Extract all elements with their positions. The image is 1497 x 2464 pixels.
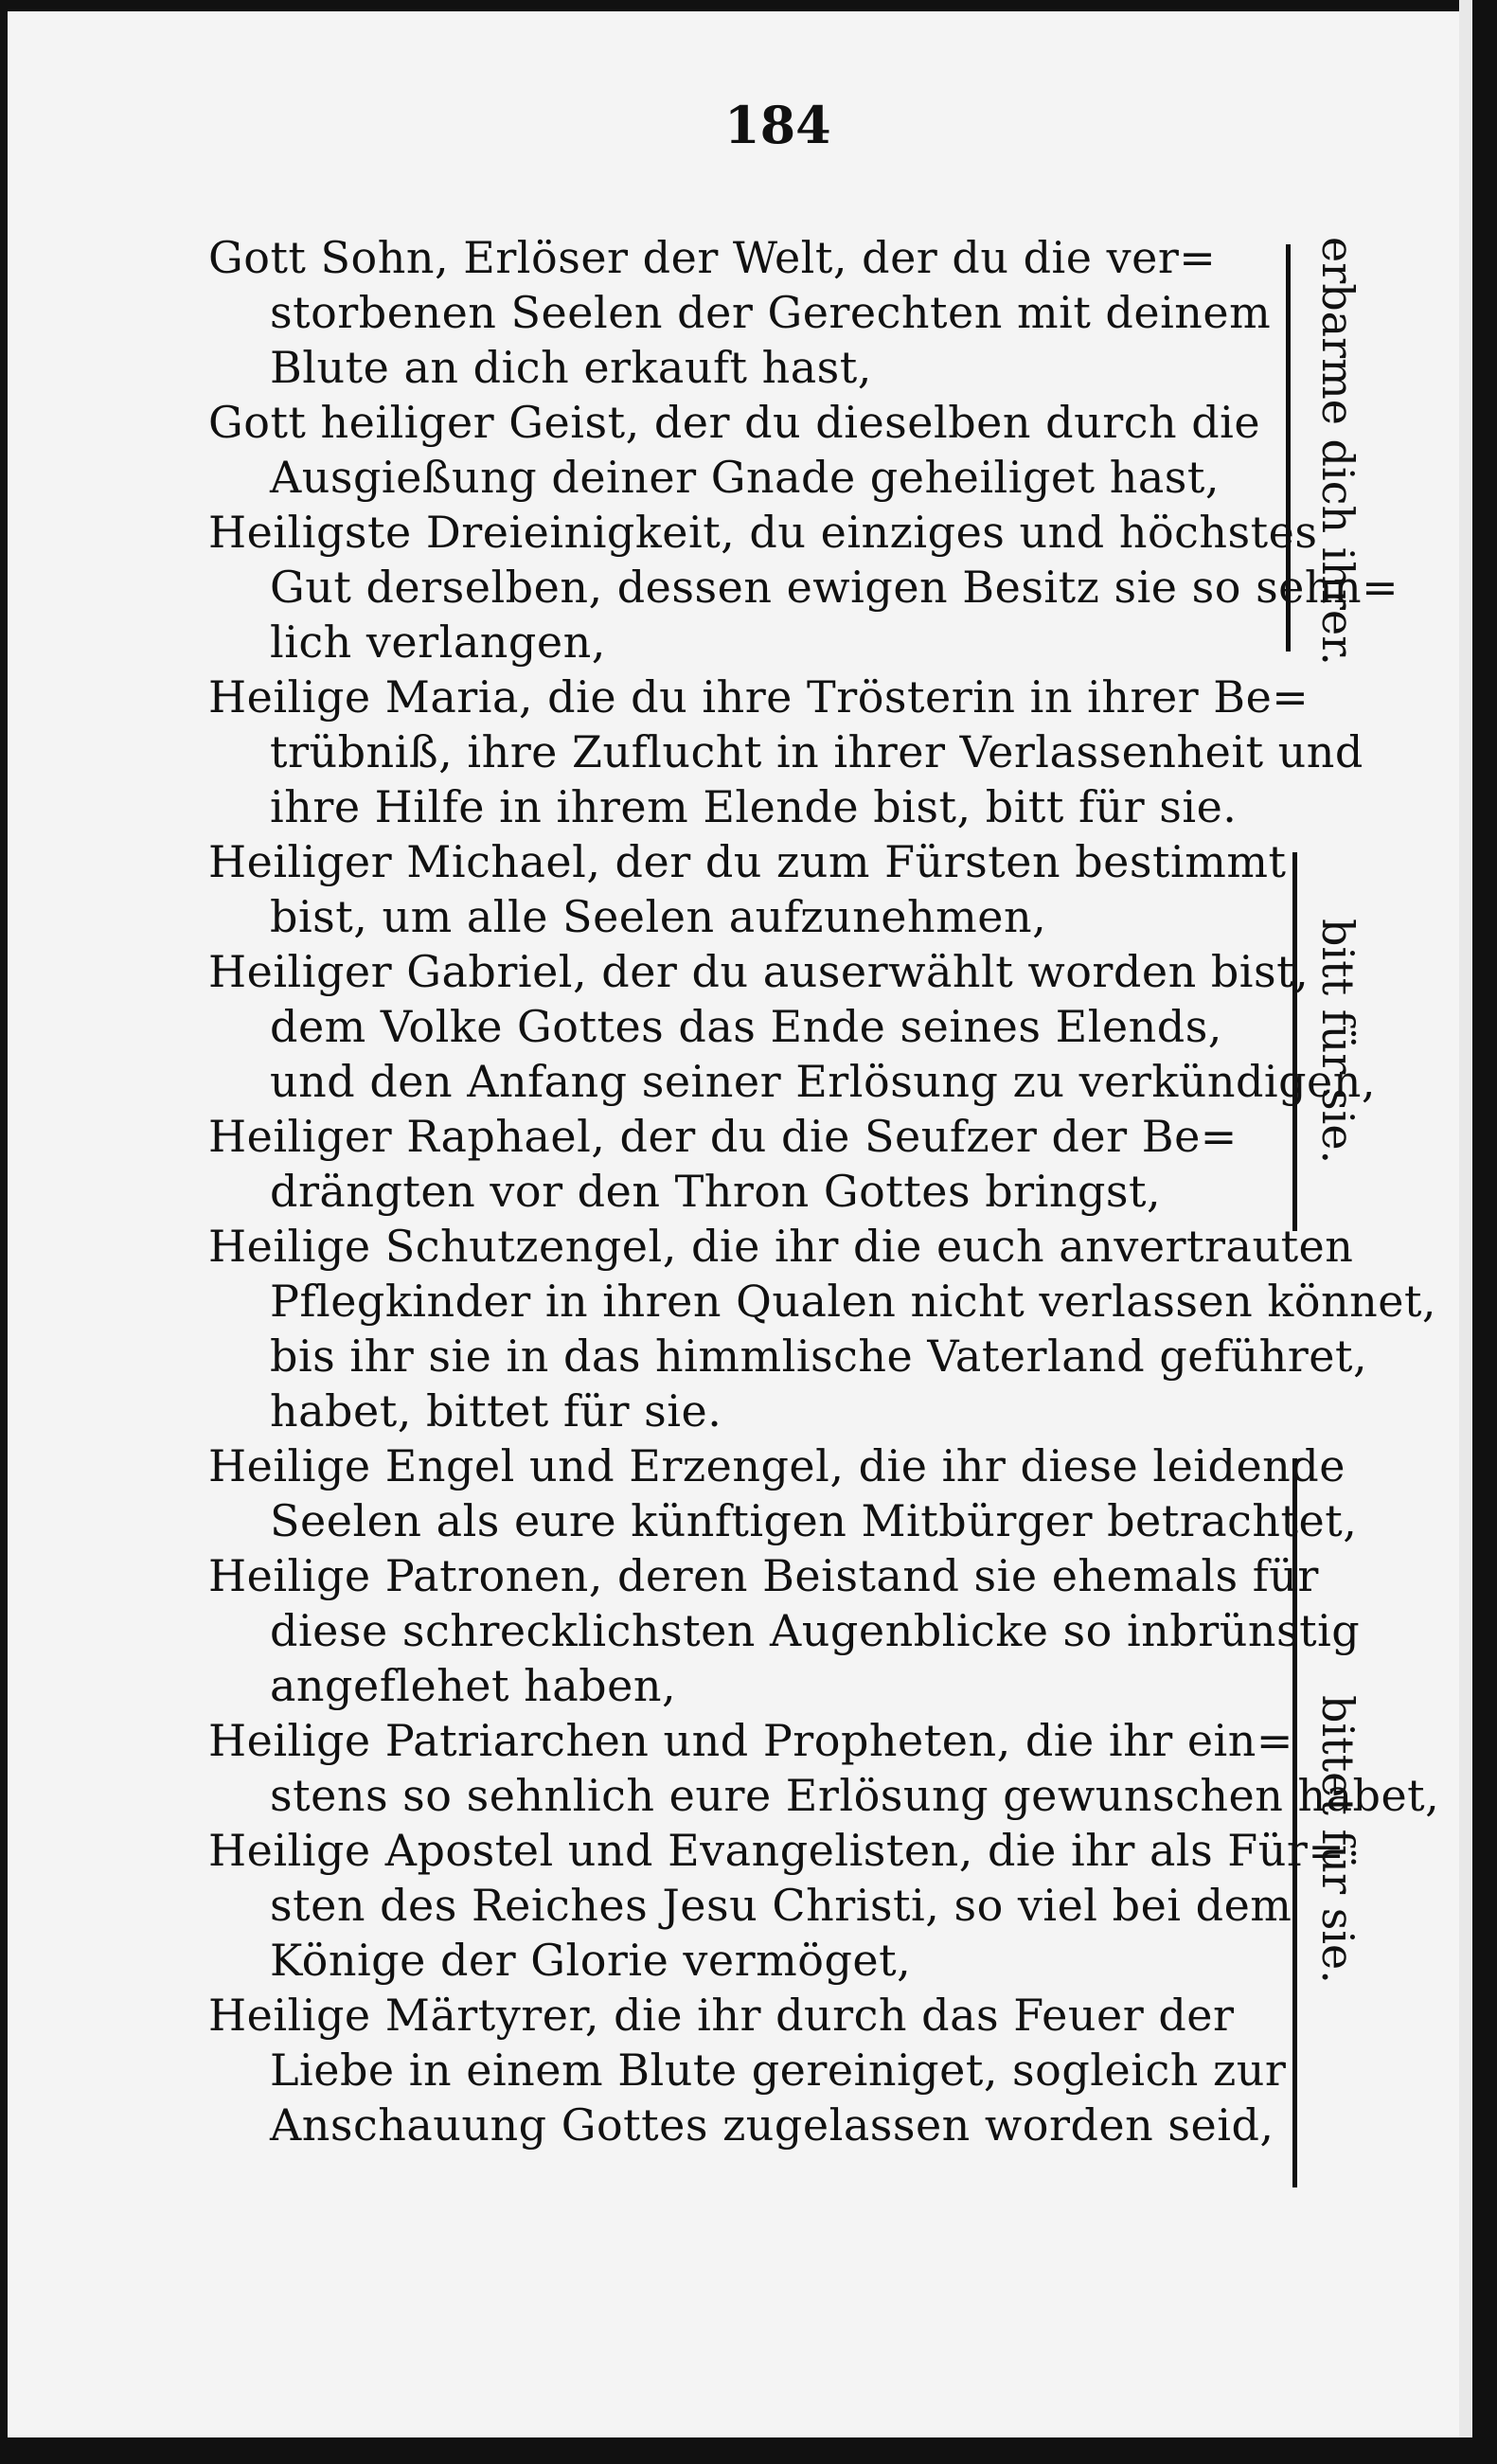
text-line: Liebe in einem Blute gereiniget, sogleich zur: [270, 2044, 1287, 2096]
text-line: Seelen als eure künftigen Mitbürger betrachtet,: [270, 1495, 1358, 1546]
text-line: lich verlangen,: [270, 616, 606, 668]
response-text: bitt für sie.: [1312, 919, 1363, 1165]
response-text: bittet für sie.: [1312, 1695, 1363, 1984]
text-line: stens so sehnlich eure Erlösung gewunschen habet,: [270, 1770, 1440, 1821]
response-bracket: [1283, 1458, 1297, 2187]
scan-border-bottom: [0, 2437, 1497, 2464]
text-line: Heiliger Michael, der du zum Fürsten bestimmt: [208, 836, 1287, 887]
text-line: trübniß, ihre Zuflucht in ihrer Verlassenheit und: [270, 726, 1363, 777]
text-line: Heilige Engel und Erzengel, die ihr diese leidende: [208, 1440, 1346, 1491]
text-line: Heilige Patronen, deren Beistand sie ehemals für: [208, 1550, 1319, 1601]
text-line: Heilige Maria, die du ihre Trösterin in ihrer Be=: [208, 671, 1310, 723]
text-line: Blute an dich erkauft hast,: [270, 342, 872, 393]
response-text: erbarme dich ihrer.: [1312, 237, 1363, 666]
text-line: Heiliger Raphael, der du die Seufzer der Be=: [208, 1111, 1238, 1162]
text-line: Heilige Patriarchen und Propheten, die ihr ein=: [208, 1715, 1293, 1766]
text-line: sten des Reiches Jesu Christi, so viel bei dem: [270, 1880, 1292, 1931]
response-bracket: [1283, 852, 1297, 1231]
text-line: Heilige Märtyrer, die ihr durch das Feuer der: [208, 1990, 1235, 2041]
text-line: Pflegkinder in ihren Qualen nicht verlassen könnet,: [270, 1276, 1437, 1327]
scan-gutter: [1459, 0, 1472, 2464]
text-line: Heilige Apostel und Evangelisten, die ihr als Für=: [208, 1825, 1346, 1876]
text-line: Gott Sohn, Erlöser der Welt, der du die ver=: [208, 232, 1217, 283]
scan-border-right: [1472, 0, 1497, 2464]
text-line: Könige der Glorie vermöget,: [270, 1935, 912, 1986]
page-number: 184: [724, 95, 831, 155]
text-line: habet, bittet für sie.: [270, 1385, 722, 1437]
text-line: angeflehet haben,: [270, 1660, 677, 1711]
text-line: diese schrecklichsten Augenblicke so inbrünstig: [270, 1605, 1361, 1656]
text-line: ihre Hilfe in ihrem Elende bist, bitt für sie.: [270, 781, 1238, 832]
text-line: Anschauung Gottes zugelassen worden seid,: [270, 2099, 1274, 2151]
text-line: storbenen Seelen der Gerechten mit deinem: [270, 287, 1272, 338]
response-bracket: [1276, 244, 1291, 652]
text-line: Ausgießung deiner Gnade geheiliget hast,: [270, 452, 1221, 503]
text-line: Gott heiliger Geist, der du dieselben durch die: [208, 397, 1261, 448]
text-line: Gut derselben, dessen ewigen Besitz sie so sehn=: [270, 562, 1399, 613]
text-line: dem Volke Gottes das Ende seines Elends,: [270, 1001, 1222, 1052]
text-line: drängten vor den Thron Gottes bringst,: [270, 1166, 1162, 1217]
text-line: Heiliger Gabriel, der du auserwählt worden bist,: [208, 946, 1310, 997]
text-line: Heilige Schutzengel, die ihr die euch anvertrauten: [208, 1221, 1354, 1272]
text-line: und den Anfang seiner Erlösung zu verkündigen,: [270, 1056, 1377, 1107]
text-line: Heiligste Dreieinigkeit, du einziges und höchstes: [208, 507, 1318, 558]
text-line: bist, um alle Seelen aufzunehmen,: [270, 891, 1047, 942]
text-line: bis ihr sie in das himmlische Vaterland geführet,: [270, 1330, 1368, 1382]
